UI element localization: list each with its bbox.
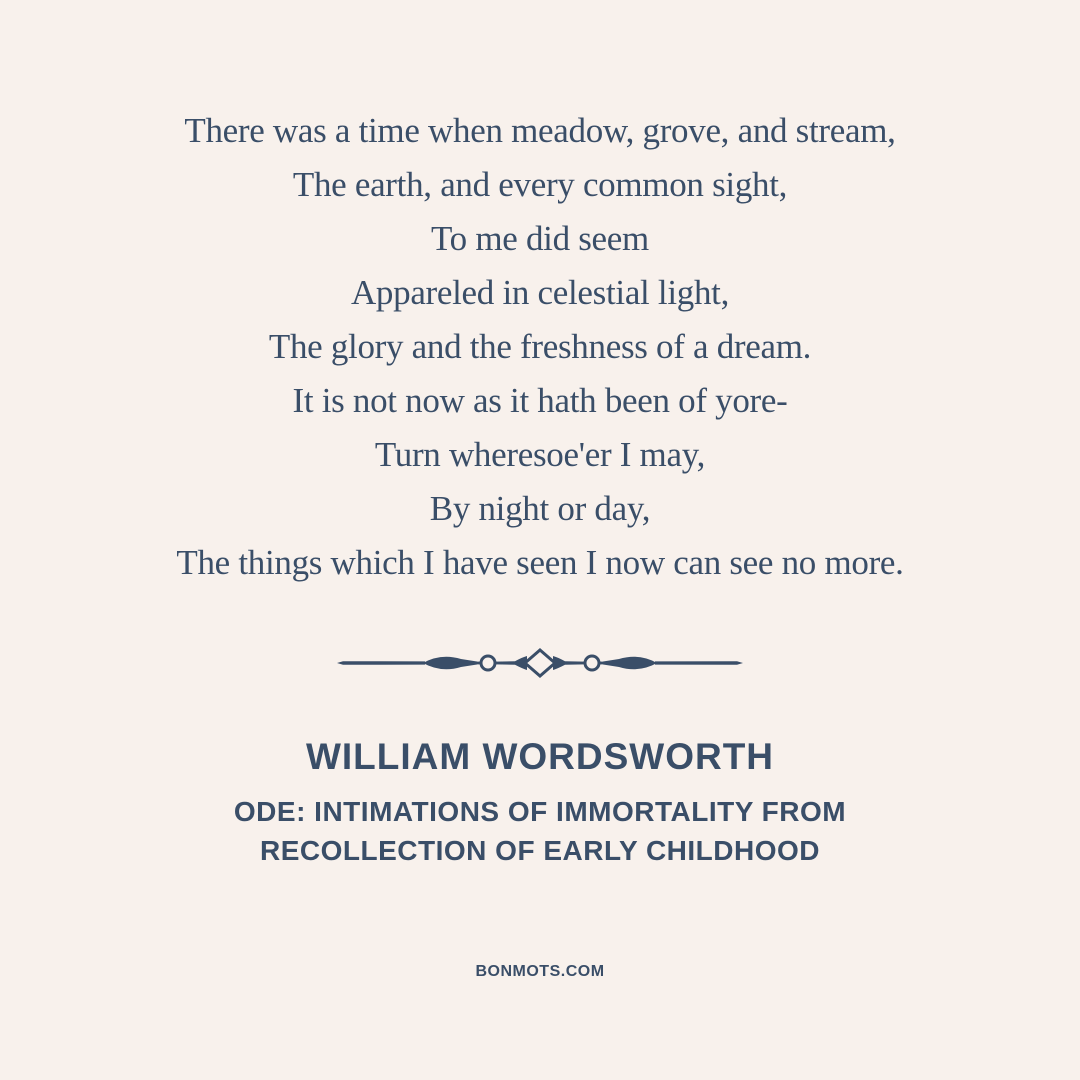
author-name: WILLIAM WORDSWORTH xyxy=(305,736,775,777)
quote-line: The things which I have seen I now can see no more. xyxy=(176,543,904,582)
quote-line: Appareled in celestial light, xyxy=(350,273,730,312)
flourish-divider-icon xyxy=(337,648,743,678)
quote-text xyxy=(0,104,1080,590)
quote-line: It is not now as it hath been of yore- xyxy=(292,381,788,420)
source-title xyxy=(160,792,920,870)
quote-line: To me did seem xyxy=(431,219,649,258)
site-credit: BONMOTS.COM xyxy=(475,963,605,980)
quote-line: There was a time when meadow, grove, and stream, xyxy=(184,111,896,150)
source-title-line: RECOLLECTION OF EARLY CHILDHOOD xyxy=(260,835,820,866)
quote-line: Turn wheresoe'er I may, xyxy=(374,435,706,474)
quote-line: The glory and the freshness of a dream. xyxy=(268,327,812,366)
quote-line: By night or day, xyxy=(429,489,651,528)
source-title-line: ODE: INTIMATIONS OF IMMORTALITY FROM xyxy=(233,796,847,827)
quote-line: The earth, and every common sight, xyxy=(292,165,788,204)
